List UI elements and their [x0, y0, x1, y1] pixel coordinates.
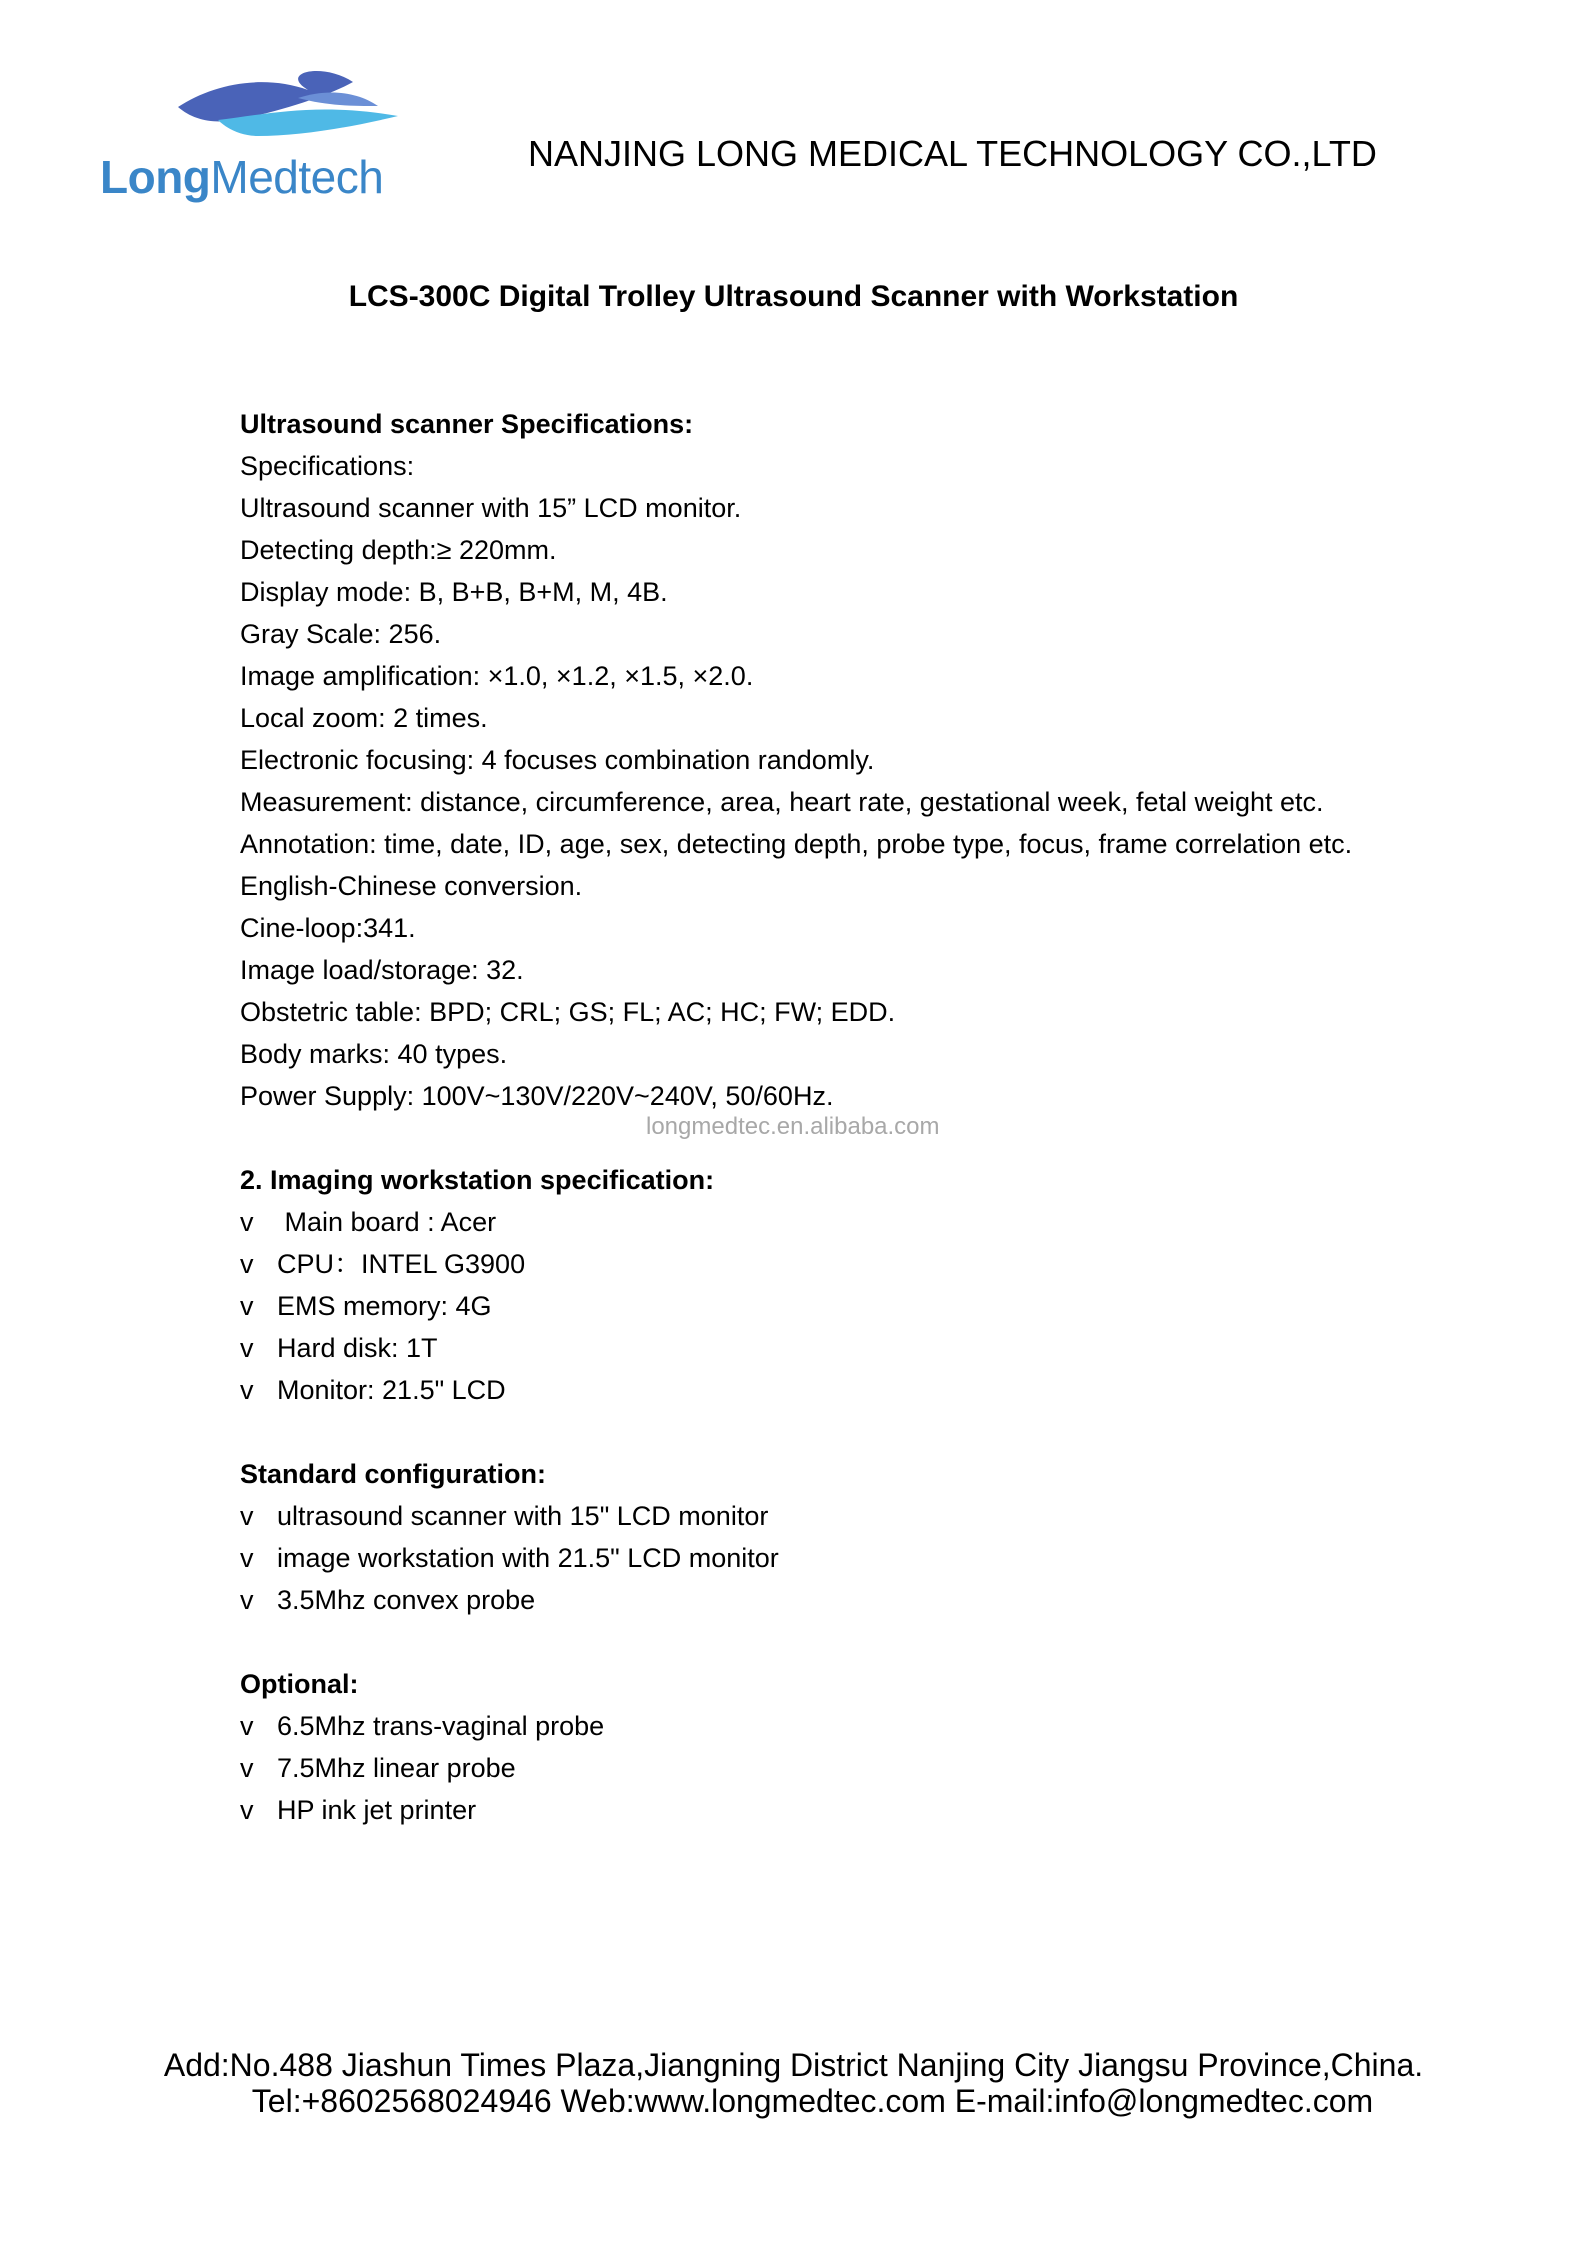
bullet-mark: v: [240, 1543, 254, 1573]
section-heading-standard: Standard configuration:: [240, 1459, 546, 1489]
watermark: longmedtec.en.alibaba.com: [646, 1113, 940, 1140]
spec-line: Electronic focusing: 4 focuses combination randomly.: [240, 745, 875, 775]
bullet-mark: v: [240, 1501, 254, 1531]
footer: [0, 2047, 1587, 2119]
list-item: [240, 1285, 1360, 1327]
section-gap: [240, 1411, 1360, 1453]
list-item: [240, 1495, 1360, 1537]
bullet-mark: v: [240, 1795, 254, 1825]
spec-line: Detecting depth:≥ 220mm.: [240, 535, 557, 565]
spec-line: Image amplification: ×1.0, ×1.2, ×1.5, ×2.0.: [240, 661, 754, 691]
list-item: [240, 1369, 1360, 1411]
list-item-text: image workstation with 21.5" LCD monitor: [277, 1543, 779, 1573]
company-logo: [100, 62, 400, 212]
list-item-text: CPU：INTEL G3900: [277, 1249, 526, 1279]
list-item-text: Monitor: 21.5" LCD: [277, 1375, 506, 1405]
spec-line: Body marks: 40 types.: [240, 1039, 508, 1069]
bullet-mark: v: [240, 1291, 254, 1321]
bullet-mark: v: [240, 1753, 254, 1783]
list-item-text: 3.5Mhz convex probe: [277, 1585, 536, 1615]
document-title: LCS-300C Digital Trolley Ultrasound Scanner with Workstation: [348, 280, 1239, 313]
list-item-text: ultrasound scanner with 15" LCD monitor: [277, 1501, 769, 1531]
spec-line: English-Chinese conversion.: [240, 871, 583, 901]
list-item-text: 6.5Mhz trans-vaginal probe: [277, 1711, 605, 1741]
list-item: [240, 1201, 1360, 1243]
bullet-mark: v: [240, 1249, 254, 1279]
bullet-mark: v: [240, 1333, 254, 1363]
bullet-mark: v: [240, 1207, 254, 1237]
list-item: [240, 1537, 1360, 1579]
section-heading-scanner: Ultrasound scanner Specifications:: [240, 409, 694, 439]
list-item-text: Hard disk: 1T: [277, 1333, 438, 1363]
list-item: [240, 1747, 1360, 1789]
spec-line: Specifications:: [240, 451, 415, 481]
logo-wordmark: LongMedtech: [100, 151, 384, 203]
list-item-text: EMS memory: 4G: [277, 1291, 492, 1321]
spec-line: Power Supply: 100V~130V/220V~240V, 50/60Hz.: [240, 1081, 834, 1111]
spec-line: Obstetric table: BPD; CRL; GS; FL; AC; HC; FW; EDD.: [240, 997, 896, 1027]
spec-line: Image load/storage: 32.: [240, 955, 524, 985]
bird-swoosh-icon: [158, 62, 408, 147]
spec-line: Ultrasound scanner with 15” LCD monitor.: [240, 493, 742, 523]
spec-line: Gray Scale: 256.: [240, 619, 442, 649]
section-heading-workstation: 2. Imaging workstation specification:: [240, 1165, 715, 1195]
spec-line: Annotation: time, date, ID, age, sex, detecting depth, probe type, focus, frame correlation etc.: [240, 829, 1353, 859]
list-item: [240, 1789, 1360, 1831]
section-heading-optional: Optional:: [240, 1669, 359, 1699]
spec-line: Local zoom: 2 times.: [240, 703, 488, 733]
spec-line: Cine-loop:341.: [240, 913, 416, 943]
bullet-mark: v: [240, 1585, 254, 1615]
footer-address: Add:No.488 Jiashun Times Plaza,Jiangning District Nanjing City Jiangsu Province,China.: [163, 2047, 1424, 2083]
list-item: [240, 1705, 1360, 1747]
footer-contact: Tel:+8602568024946 Web:www.longmedtec.com E-mail:info@longmedtec.com: [251, 2083, 1374, 2119]
list-item-text: HP ink jet printer: [277, 1795, 477, 1825]
bullet-mark: v: [240, 1375, 254, 1405]
spec-line: Measurement: distance, circumference, area, heart rate, gestational week, fetal weight etc.: [240, 787, 1324, 817]
company-name: NANJING LONG MEDICAL TECHNOLOGY CO.,LTD: [528, 133, 1377, 174]
list-item-text: 7.5Mhz linear probe: [277, 1753, 516, 1783]
list-item-text: Main board : Acer: [277, 1207, 497, 1237]
list-item: [240, 1327, 1360, 1369]
spec-line: Display mode: B, B+B, B+M, M, 4B.: [240, 577, 668, 607]
list-item: [240, 1243, 1360, 1285]
bullet-mark: v: [240, 1711, 254, 1741]
list-item: [240, 1579, 1360, 1621]
section-gap: [240, 1621, 1360, 1663]
